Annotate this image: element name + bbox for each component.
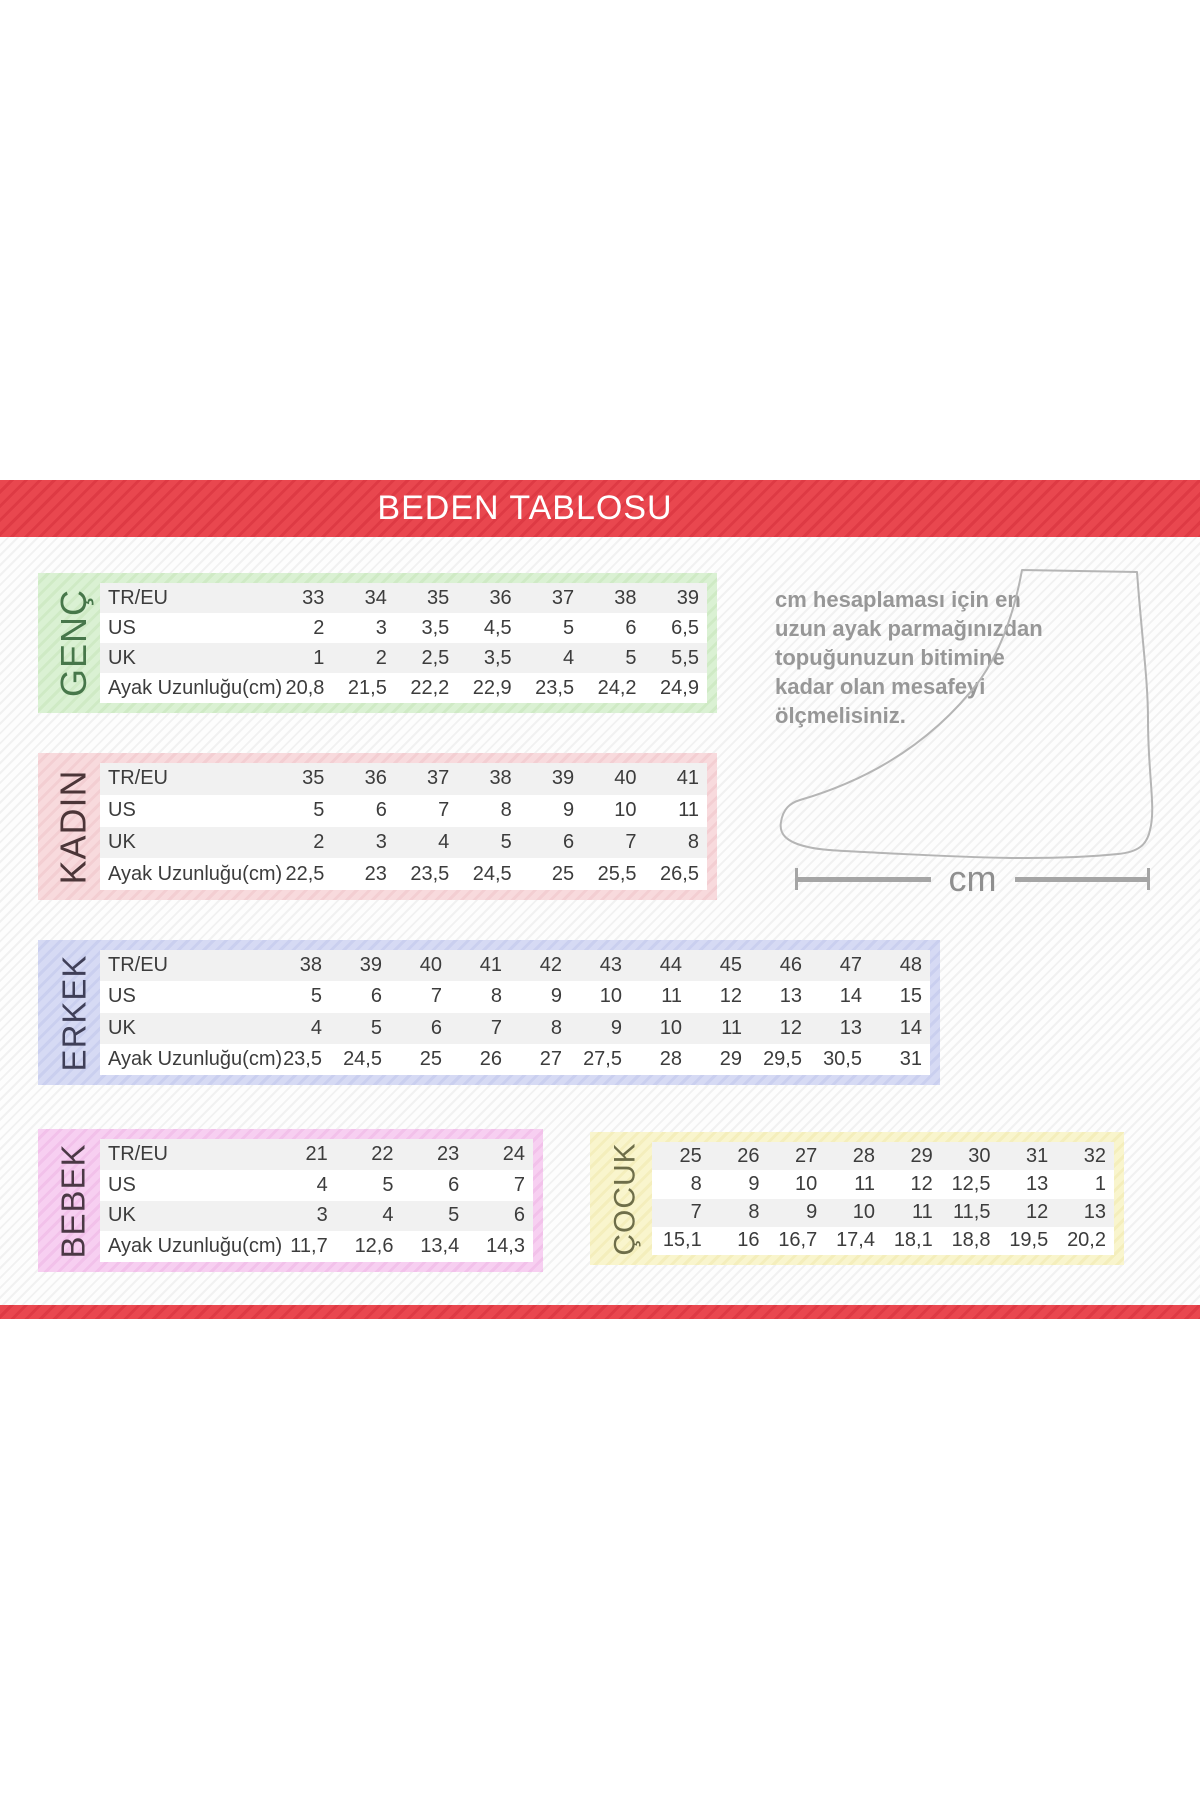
table-cell: 12	[779, 1016, 802, 1039]
row-header: UK	[108, 1016, 136, 1039]
table-cell: 13	[1026, 1172, 1049, 1195]
table-cell: 5	[625, 646, 637, 669]
table-cell: 14,3	[486, 1235, 525, 1258]
table-cell: 23	[364, 862, 387, 885]
table-cell: 20,2	[1067, 1229, 1106, 1252]
size-table-kadin	[38, 753, 717, 900]
table-cell: 41	[479, 954, 502, 977]
foot-outline-illustration	[770, 550, 1200, 899]
table-cell: 1	[1094, 1172, 1106, 1195]
measure-bar-right	[1015, 877, 1148, 882]
table-label-genc: GENÇ	[53, 588, 95, 698]
table-body-bebek	[100, 1139, 533, 1262]
row-header: UK	[108, 830, 136, 853]
row-header: Ayak Uzunluğu(cm)	[108, 862, 283, 885]
table-cell: 2	[313, 830, 325, 853]
table-cell: 7	[625, 830, 637, 853]
table-row	[100, 1013, 930, 1044]
table-cell: 46	[779, 954, 802, 977]
table-cell: 9	[562, 799, 575, 822]
table-cell: 2	[313, 616, 325, 639]
table-cell: 11	[661, 985, 682, 1008]
table-cell: 38	[299, 954, 322, 977]
table-cell: 18,8	[951, 1229, 991, 1252]
table-cell: 13,4	[420, 1235, 460, 1258]
table-cell: 3,5	[421, 616, 450, 639]
table-cell: 7	[438, 799, 450, 822]
table-label-strip	[600, 1142, 652, 1255]
table-cell: 4	[316, 1173, 328, 1196]
size-table-erkek	[38, 940, 940, 1085]
table-cell: 12,6	[354, 1235, 394, 1258]
table-cell: 47	[839, 954, 862, 977]
table-cell: 18,1	[893, 1229, 933, 1252]
table-row	[652, 1199, 1114, 1227]
table-cell: 15,1	[662, 1229, 702, 1252]
table-cell: 10	[659, 1016, 682, 1039]
table-cell: 34	[364, 586, 387, 609]
table-cell: 32	[1083, 1144, 1106, 1167]
table-cell: 24,5	[472, 862, 512, 885]
table-cell: 30	[968, 1144, 991, 1167]
table-cell: 26	[479, 1047, 502, 1070]
table-cell: 5,5	[671, 646, 699, 669]
table-cell: 6	[430, 1016, 442, 1039]
table-row	[100, 827, 707, 859]
table-cell: 6	[448, 1173, 460, 1196]
table-cell: 40	[419, 954, 442, 977]
size-table-bebek	[38, 1129, 543, 1272]
table-label-erkek: ERKEK	[55, 954, 92, 1071]
table-cell: 6	[562, 830, 575, 853]
table-cell: 7	[513, 1173, 525, 1196]
row-header: US	[108, 1173, 136, 1196]
table-cell: 24,5	[343, 1047, 382, 1070]
table-cell: 20,8	[285, 676, 325, 699]
table-cell: 35	[427, 586, 450, 609]
table-cell: 4	[562, 646, 575, 669]
table-cell: 40	[614, 767, 637, 790]
table-cell: 23,5	[535, 676, 575, 699]
table-cell: 5	[562, 616, 575, 639]
table-cell: 4	[382, 1204, 394, 1227]
row-header: TR/EU	[108, 1142, 168, 1165]
table-cell: 14	[839, 985, 862, 1008]
table-cell: 45	[719, 954, 742, 977]
table-cell: 22,9	[472, 676, 512, 699]
table-cell: 5	[310, 985, 322, 1008]
table-cell: 7	[690, 1201, 702, 1224]
table-cell: 24,2	[597, 676, 637, 699]
table-cell: 22,5	[285, 862, 325, 885]
table-cell: 11	[721, 1016, 742, 1039]
table-cell: 9	[748, 1172, 760, 1195]
table-row	[100, 1231, 533, 1262]
row-header: US	[108, 616, 136, 639]
size-table-genc	[38, 573, 717, 713]
row-header: US	[108, 985, 136, 1008]
table-row	[100, 858, 707, 890]
table-cell: 11,7	[290, 1235, 328, 1258]
size-chart-banner	[0, 480, 1200, 537]
cm-measure-line	[795, 858, 1150, 899]
measure-tick-right	[1147, 868, 1150, 890]
table-body-genc	[100, 583, 707, 703]
table-cell: 8	[500, 799, 512, 822]
table-cell: 3	[316, 1204, 328, 1227]
table-cell: 27	[795, 1144, 818, 1167]
measure-unit-label: cm	[948, 858, 997, 899]
table-cell: 11	[911, 1201, 933, 1224]
table-row	[652, 1170, 1114, 1198]
table-cell: 48	[899, 954, 922, 977]
table-cell: 4	[438, 830, 450, 853]
table-cell: 25	[679, 1144, 702, 1167]
table-cell: 42	[539, 954, 562, 977]
table-cell: 36	[489, 586, 512, 609]
row-header: UK	[108, 1204, 136, 1227]
table-cell: 3,5	[483, 646, 512, 669]
size-table-cocuk	[590, 1132, 1124, 1265]
table-cell: 11	[854, 1172, 875, 1195]
row-header: TR/EU	[108, 767, 168, 790]
page-title: BEDEN TABLOSU	[377, 489, 673, 527]
table-cell: 1	[313, 646, 325, 669]
table-cell: 5	[370, 1016, 382, 1039]
row-header: US	[108, 799, 136, 822]
table-cell: 11,5	[953, 1201, 991, 1224]
table-cell: 22	[371, 1142, 394, 1165]
table-cell: 5	[382, 1173, 394, 1196]
table-cell: 13	[779, 985, 802, 1008]
table-cell: 5	[500, 830, 512, 853]
table-cell: 41	[676, 767, 699, 790]
table-cell: 26	[737, 1144, 760, 1167]
table-cell: 4,5	[483, 616, 512, 639]
table-cell: 28	[852, 1144, 875, 1167]
table-cell: 16	[737, 1229, 760, 1252]
table-row	[100, 1139, 533, 1170]
table-cell: 12,5	[951, 1172, 991, 1195]
table-cell: 3	[375, 616, 387, 639]
table-cell: 6,5	[671, 616, 699, 639]
table-cell: 44	[659, 954, 682, 977]
table-cell: 8	[748, 1201, 760, 1224]
table-cell: 39	[359, 954, 382, 977]
table-cell: 4	[310, 1016, 322, 1039]
table-cell: 13	[839, 1016, 862, 1039]
note-line: topuğunuzun bitimine	[775, 645, 1005, 670]
row-header: TR/EU	[108, 954, 168, 977]
note-line: ölçmelisiniz.	[775, 703, 906, 728]
table-cell: 12	[910, 1172, 933, 1195]
table-cell: 26,5	[660, 862, 699, 885]
table-cell: 22,2	[410, 676, 450, 699]
table-cell: 31	[899, 1047, 922, 1070]
row-header: Ayak Uzunluğu(cm)	[108, 676, 283, 699]
table-row	[100, 673, 707, 703]
table-cell: 10	[795, 1172, 818, 1195]
table-cell: 29,5	[763, 1047, 802, 1070]
table-label-bebek: BEBEK	[55, 1142, 92, 1259]
table-row	[100, 981, 930, 1012]
table-cell: 25	[419, 1047, 442, 1070]
table-cell: 37	[551, 586, 575, 609]
table-cell: 21,5	[347, 676, 387, 699]
table-cell: 23	[437, 1142, 460, 1165]
table-cell: 10	[614, 799, 637, 822]
table-cell: 8	[687, 830, 699, 853]
table-cell: 24,9	[660, 676, 699, 699]
table-cell: 43	[599, 954, 622, 977]
row-header: TR/EU	[108, 586, 168, 609]
table-cell: 36	[364, 767, 387, 790]
table-cell: 27,5	[583, 1047, 622, 1070]
table-cell: 24	[502, 1142, 525, 1165]
table-cell: 14	[899, 1016, 922, 1039]
table-cell: 39	[676, 586, 699, 609]
table-cell: 23,5	[283, 1047, 322, 1070]
table-row	[100, 1201, 533, 1232]
table-cell: 2,5	[421, 646, 450, 669]
table-cell: 5	[313, 799, 325, 822]
table-body-kadin	[100, 763, 707, 890]
table-cell: 23,5	[410, 862, 450, 885]
table-cell: 5	[448, 1204, 460, 1227]
table-cell: 7	[430, 985, 442, 1008]
table-cell: 38	[614, 586, 637, 609]
table-cell: 38	[489, 767, 512, 790]
table-row	[100, 583, 707, 613]
table-row	[100, 1044, 930, 1075]
table-cell: 11	[678, 799, 699, 822]
table-cell: 13	[1083, 1201, 1106, 1224]
table-cell: 3	[375, 830, 387, 853]
table-label-kadin: KADIN	[53, 768, 94, 885]
note-line: kadar olan mesafeyi	[775, 674, 986, 699]
table-cell: 37	[427, 767, 450, 790]
table-cell: 16,7	[778, 1229, 818, 1252]
measure-bar-left	[798, 877, 931, 882]
table-cell: 8	[490, 985, 502, 1008]
table-label-cocuk: ÇOCUK	[609, 1141, 642, 1256]
table-cell: 21	[305, 1142, 328, 1165]
table-cell: 6	[370, 985, 382, 1008]
table-body-erkek	[100, 950, 930, 1075]
table-body-cocuk	[652, 1142, 1114, 1255]
table-cell: 10	[852, 1201, 875, 1224]
table-cell: 12	[719, 985, 742, 1008]
table-cell: 10	[599, 985, 622, 1008]
table-cell: 2	[375, 646, 387, 669]
bottom-red-strip	[0, 1305, 1200, 1319]
table-cell: 39	[551, 767, 575, 790]
table-cell: 35	[302, 767, 325, 790]
table-label-strip	[48, 583, 100, 703]
table-row	[100, 613, 707, 643]
table-label-strip	[48, 950, 100, 1075]
table-cell: 15	[899, 985, 922, 1008]
table-row	[100, 1170, 533, 1201]
table-row	[100, 795, 707, 827]
table-cell: 19,5	[1009, 1229, 1049, 1252]
table-cell: 30,5	[823, 1047, 862, 1070]
table-cell: 33	[302, 586, 325, 609]
table-row	[100, 950, 930, 981]
table-cell: 9	[610, 1016, 622, 1039]
table-cell: 6	[625, 616, 637, 639]
table-cell: 29	[719, 1047, 742, 1070]
table-cell: 29	[910, 1144, 933, 1167]
table-cell: 25,5	[597, 862, 637, 885]
row-header: Ayak Uzunluğu(cm)	[108, 1235, 283, 1258]
table-label-strip	[48, 763, 100, 890]
table-cell: 12	[1026, 1201, 1049, 1224]
table-cell: 8	[550, 1016, 562, 1039]
table-cell: 9	[550, 985, 562, 1008]
table-cell: 8	[690, 1172, 702, 1195]
table-row	[652, 1142, 1114, 1170]
table-cell: 25	[551, 862, 575, 885]
note-line: cm hesaplaması için en	[775, 587, 1021, 612]
table-cell: 6	[513, 1204, 525, 1227]
table-cell: 27	[539, 1047, 562, 1070]
table-row	[100, 643, 707, 673]
table-row	[652, 1227, 1114, 1255]
table-row	[100, 763, 707, 795]
note-line: uzun ayak parmağınızdan	[775, 616, 1043, 641]
row-header: UK	[108, 646, 136, 669]
table-cell: 17,4	[836, 1229, 875, 1252]
table-label-strip	[48, 1139, 100, 1262]
table-cell: 31	[1026, 1144, 1049, 1167]
table-cell: 9	[806, 1201, 818, 1224]
table-cell: 7	[490, 1016, 502, 1039]
row-header: Ayak Uzunluğu(cm)	[108, 1047, 283, 1070]
table-cell: 28	[659, 1047, 682, 1070]
table-cell: 6	[375, 799, 387, 822]
